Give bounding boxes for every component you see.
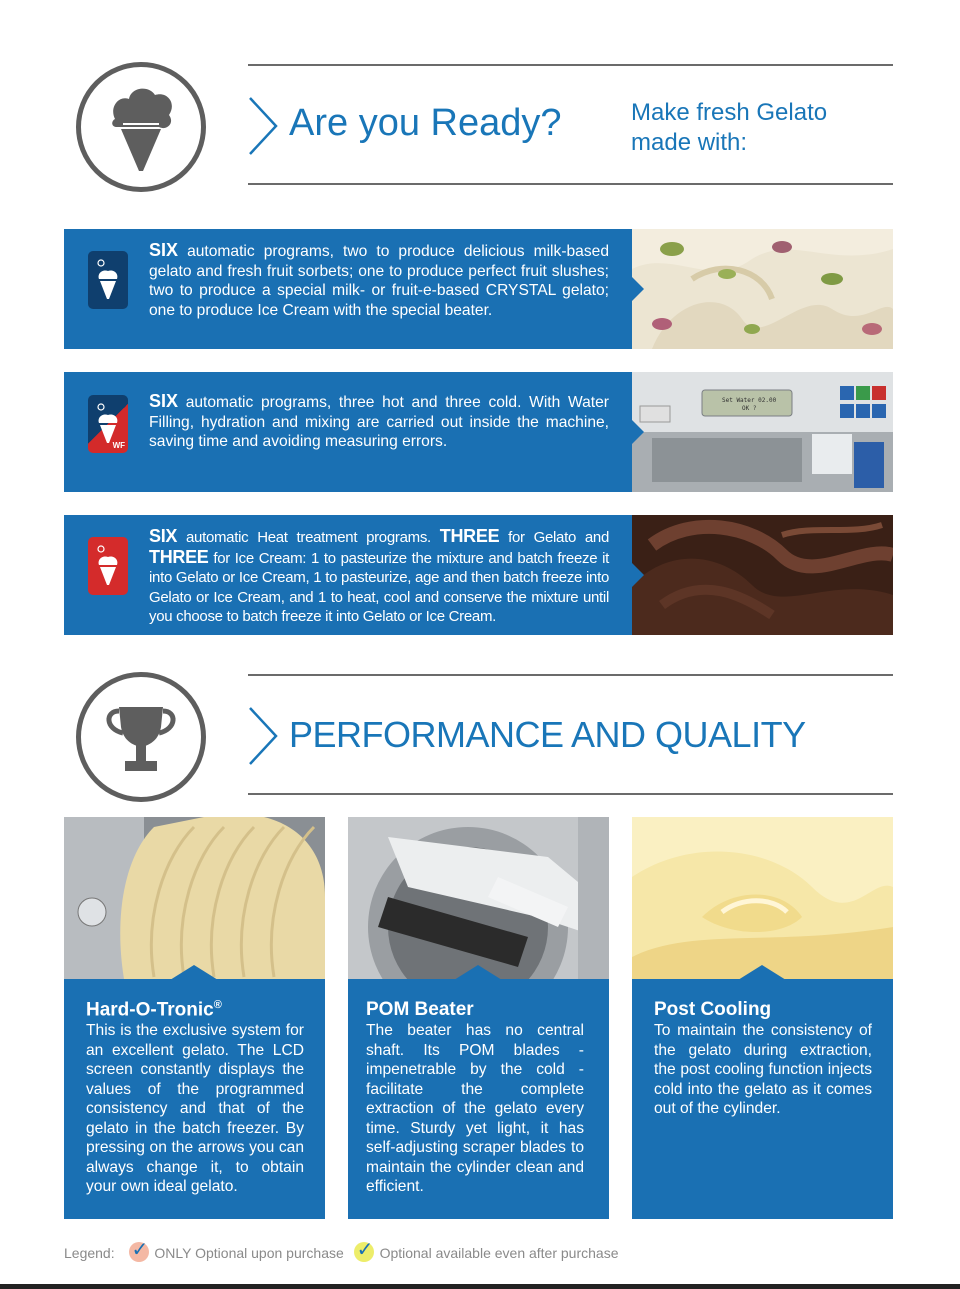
feature-card-post-cooling bbox=[632, 817, 893, 1219]
registered-mark: ® bbox=[213, 999, 222, 1011]
performance-top-rule bbox=[248, 674, 893, 676]
card-text: To maintain the consistency of the gelato during extraction, the post cooling function injects cold into the gelato as it comes out of the cylinder. bbox=[654, 1022, 872, 1117]
program-lead-3b: THREE bbox=[439, 526, 500, 546]
feature-card-pom-beater bbox=[348, 817, 609, 1219]
program-body-2: automatic programs, three hot and three cold. With Water Filling, hydration and mixing are carried out inside the machine, saving time and avoiding measuring errors. bbox=[149, 394, 609, 451]
program-band-2 bbox=[64, 372, 893, 492]
band-notch bbox=[632, 277, 644, 301]
chocolate-gelato-image bbox=[632, 515, 893, 635]
performance-icon-circle bbox=[76, 672, 206, 802]
program-body-1: automatic programs, two to produce delicious milk-based gelato and fresh fruit sorbets; one to produce perfect fruit slushes; two to produce a special milk- or fruit-e-based CRYSTAL gelato; one to produce Ice Cream with the special beater. bbox=[149, 243, 609, 319]
ice-cream-cone-icon bbox=[81, 67, 201, 187]
machine-panel-image bbox=[632, 372, 893, 492]
performance-bottom-rule bbox=[248, 793, 893, 795]
card-pointer bbox=[454, 965, 502, 980]
vanilla-gelato-image bbox=[632, 817, 893, 979]
gelato-ribbons-image bbox=[64, 817, 325, 979]
legend-item-2: Optional available even after purchase bbox=[379, 1245, 619, 1261]
program-band-1 bbox=[64, 229, 893, 349]
card-text: The beater has no central shaft. Its POM blades - impenetrable by the cold - facilitate the complete extraction of the gelato every time. Sturdy yet light, it has self-adjusting scraper blades to maintain the cylinder clean and efficient. bbox=[366, 1022, 584, 1195]
card-pointer bbox=[170, 965, 218, 980]
panel-lcd-line1: Set Water 02.00 bbox=[722, 397, 777, 404]
performance-heading: PERFORMANCE AND QUALITY bbox=[289, 714, 806, 755]
ready-bottom-rule bbox=[248, 183, 893, 185]
water-filling-cone-icon bbox=[88, 395, 128, 453]
blue-cone-icon bbox=[88, 251, 128, 309]
program-lead-2: SIX bbox=[149, 391, 179, 411]
program-lead-1: SIX bbox=[149, 240, 179, 260]
program-body-3c: for Ice Cream: 1 to pasteurize the mixture and batch freeze it into Gelato or Ice Cream, 1 to pasteurize, age and then batch freeze into Gelato or Ice Cream, and 1 to heat, cool and conserve the mixture until you choose to batch freeze it into Gelato or Ice Cream. bbox=[149, 549, 609, 626]
legend bbox=[64, 1239, 619, 1262]
ready-subheading: Make fresh Gelato made with: bbox=[631, 99, 828, 156]
band-notch bbox=[632, 420, 644, 444]
chevron-right-icon bbox=[248, 96, 278, 156]
card-pointer bbox=[738, 965, 786, 980]
legend-item-1: ONLY Optional upon purchase bbox=[154, 1245, 344, 1261]
red-cone-icon bbox=[88, 537, 128, 595]
program-text-2 bbox=[149, 392, 609, 452]
wf-badge: WF bbox=[112, 441, 125, 450]
page-bottom-border bbox=[0, 1284, 960, 1289]
program-text-3 bbox=[149, 527, 609, 627]
program-body-3a: automatic Heat treatment programs. bbox=[177, 529, 440, 546]
card-text: This is the exclusive system for an excellent gelato. The LCD screen constantly displays the values of the programmed consistency and that of the gelato in the batch freezer. By pressing on the arrows you can always change it, to obtain your own ideal gelato. bbox=[86, 1022, 304, 1195]
ready-top-rule bbox=[248, 64, 893, 66]
feature-card-hard-o-tronic bbox=[64, 817, 325, 1219]
card-title: Post Cooling bbox=[654, 999, 772, 1020]
check-icon-orange: ✓ bbox=[129, 1242, 149, 1262]
program-text-1 bbox=[149, 241, 609, 320]
trophy-icon bbox=[81, 677, 201, 797]
ready-icon-circle bbox=[76, 62, 206, 192]
program-band-3 bbox=[64, 515, 893, 635]
program-body-3b: for Gelato and bbox=[499, 529, 610, 546]
panel-lcd-line2: OK ? bbox=[742, 405, 757, 412]
beater-image bbox=[348, 817, 609, 979]
card-title: Hard-O-Tronic® bbox=[86, 999, 222, 1021]
program-lead-3c: THREE bbox=[149, 546, 209, 567]
ready-heading: Are you Ready? bbox=[289, 102, 562, 144]
legend-label: Legend: bbox=[64, 1245, 115, 1261]
check-icon-yellow: ✓ bbox=[354, 1242, 374, 1262]
chevron-right-icon bbox=[248, 706, 278, 766]
pistachio-gelato-image bbox=[632, 229, 893, 349]
card-title: POM Beater bbox=[366, 999, 474, 1020]
program-lead-3: SIX bbox=[149, 526, 178, 546]
band-notch bbox=[632, 563, 644, 587]
